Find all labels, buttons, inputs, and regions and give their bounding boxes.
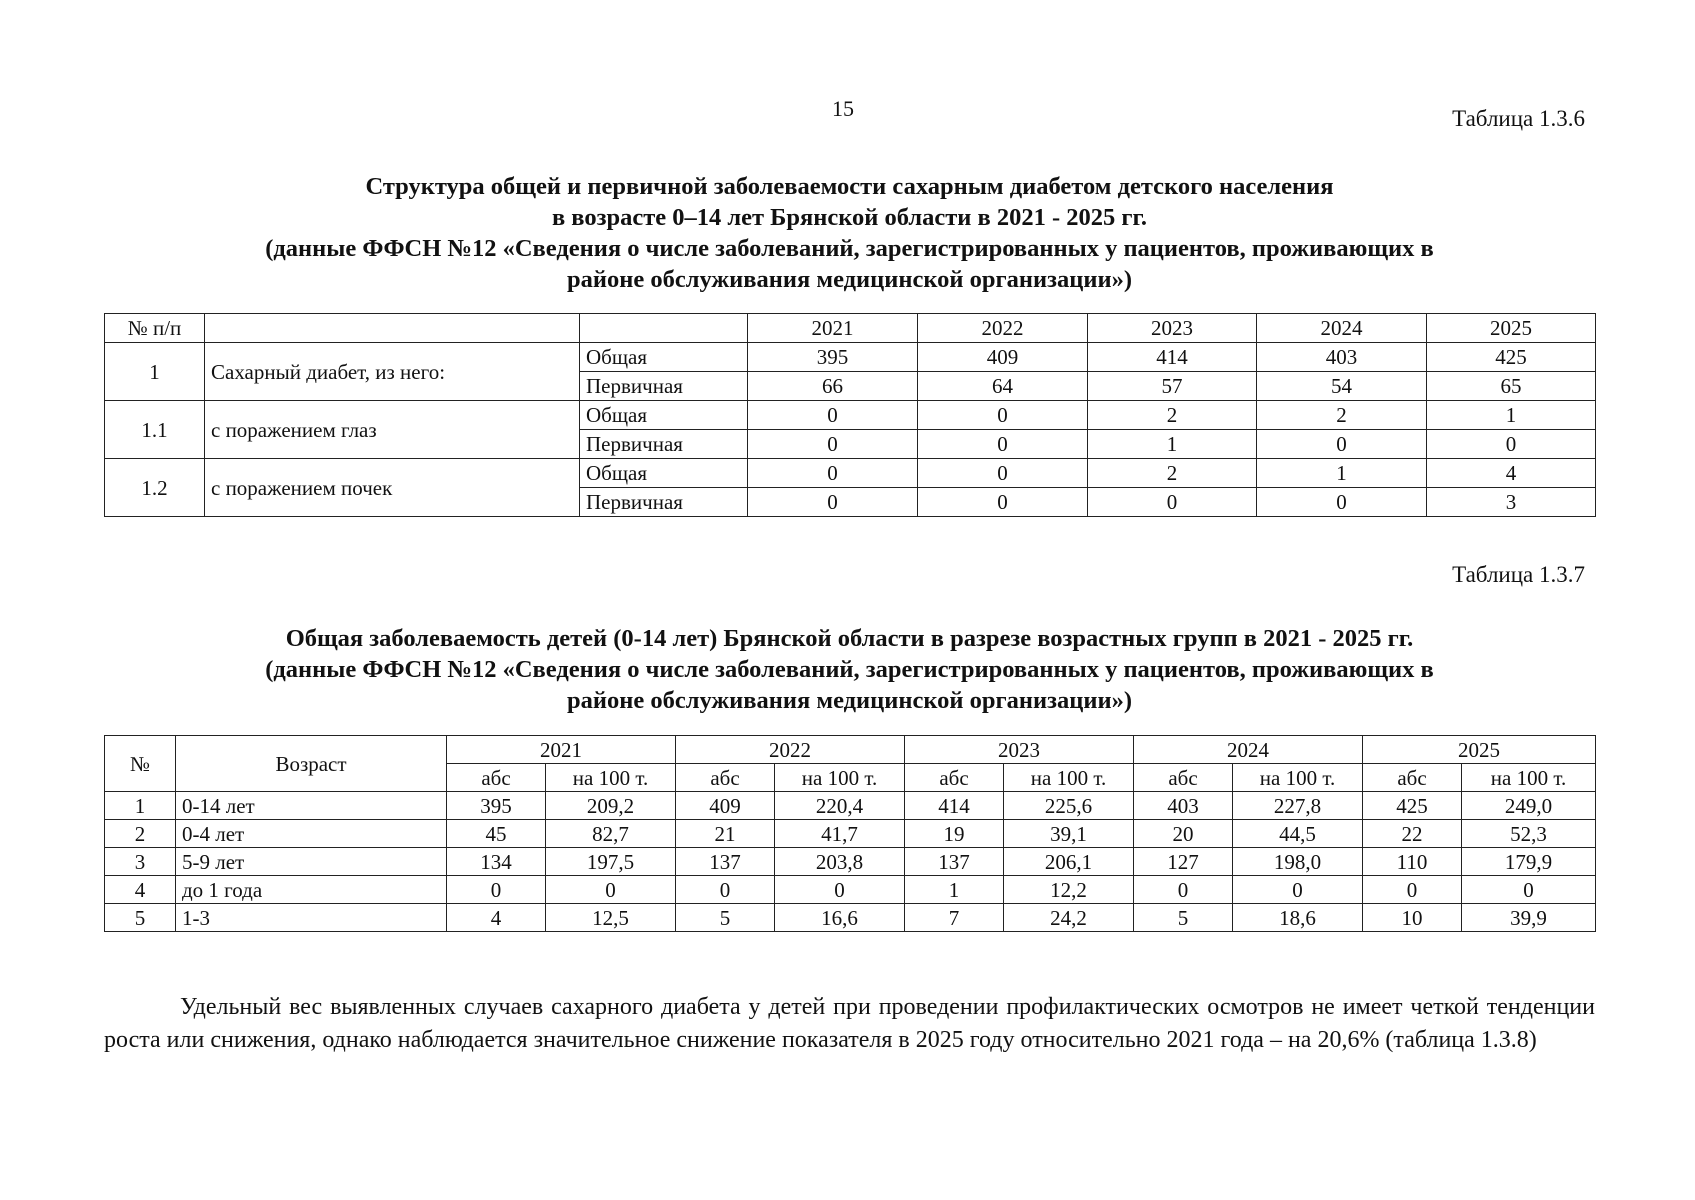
value-cell: 19: [905, 820, 1004, 848]
value-cell: 1: [1257, 459, 1427, 488]
value-cell: 0: [676, 876, 775, 904]
header-num: № п/п: [105, 314, 205, 343]
value-cell: 1: [1088, 430, 1257, 459]
value-cell: 7: [905, 904, 1004, 932]
subheader-per-100k: на 100 т.: [1462, 764, 1596, 792]
header-year: 2024: [1134, 736, 1363, 764]
value-cell: 137: [676, 848, 775, 876]
row-age: до 1 года: [176, 876, 447, 904]
table-row: [105, 904, 1596, 932]
value-cell: 403: [1257, 343, 1427, 372]
value-cell: 425: [1427, 343, 1596, 372]
header-year: 2022: [918, 314, 1088, 343]
value-cell: 206,1: [1004, 848, 1134, 876]
value-cell: 0: [918, 430, 1088, 459]
row-num: 4: [105, 876, 176, 904]
row-num: 1.1: [105, 401, 205, 459]
table-row: [105, 459, 1596, 488]
value-cell: 5: [676, 904, 775, 932]
value-cell: 409: [918, 343, 1088, 372]
value-cell: 0: [447, 876, 546, 904]
caption-line: районе обслуживания медицинской организации»): [567, 266, 1132, 293]
caption-line: Структура общей и первичной заболеваемости сахарным диабетом детского населения: [365, 173, 1334, 200]
table-row: [105, 792, 1596, 820]
caption-line: Общая заболеваемость детей (0-14 лет) Брянской области в разрезе возрастных групп в 2021 - 2025 гг.: [285, 625, 1414, 652]
value-cell: 414: [1088, 343, 1257, 372]
row-age: 1-3: [176, 904, 447, 932]
table-2-caption: [104, 623, 1595, 716]
row-age: 0-4 лет: [176, 820, 447, 848]
row-age: 0-14 лет: [176, 792, 447, 820]
value-cell: 409: [676, 792, 775, 820]
header-year: 2021: [447, 736, 676, 764]
header-year: 2023: [1088, 314, 1257, 343]
value-cell: 134: [447, 848, 546, 876]
value-cell: 1: [1427, 401, 1596, 430]
value-cell: 0: [1257, 488, 1427, 517]
value-cell: 127: [1134, 848, 1233, 876]
value-cell: 0: [748, 430, 918, 459]
value-cell: 0: [1363, 876, 1462, 904]
value-cell: 12,2: [1004, 876, 1134, 904]
caption-line: в возрасте 0–14 лет Брянской области в 2021 - 2025 гг.: [551, 204, 1148, 231]
value-cell: 0: [918, 459, 1088, 488]
header-year: 2025: [1427, 314, 1596, 343]
value-cell: 57: [1088, 372, 1257, 401]
value-cell: 0: [748, 488, 918, 517]
value-cell: 22: [1363, 820, 1462, 848]
value-cell: 0: [918, 401, 1088, 430]
value-cell: 52,3: [1462, 820, 1596, 848]
header-type: [580, 314, 748, 343]
header-row: [105, 314, 1596, 343]
subheader-abs: абс: [447, 764, 546, 792]
row-type: Общая: [580, 343, 748, 372]
value-cell: 395: [447, 792, 546, 820]
header-num: №: [105, 736, 176, 792]
caption-line: (данные ФФСН №12 «Сведения о числе заболеваний, зарегистрированных у пациентов, проживающих в: [265, 235, 1434, 262]
caption-line: (данные ФФСН №12 «Сведения о числе заболеваний, зарегистрированных у пациентов, проживающих в: [265, 656, 1434, 683]
value-cell: 16,6: [775, 904, 905, 932]
subheader-abs: абс: [905, 764, 1004, 792]
value-cell: 0: [918, 488, 1088, 517]
value-cell: 66: [748, 372, 918, 401]
value-cell: 39,9: [1462, 904, 1596, 932]
header-year: 2021: [748, 314, 918, 343]
value-cell: 0: [1088, 488, 1257, 517]
row-type: Общая: [580, 401, 748, 430]
row-name: Сахарный диабет, из него:: [205, 343, 580, 401]
table-row: [105, 876, 1596, 904]
row-name: с поражением почек: [205, 459, 580, 517]
value-cell: 12,5: [546, 904, 676, 932]
value-cell: 110: [1363, 848, 1462, 876]
value-cell: 21: [676, 820, 775, 848]
value-cell: 41,7: [775, 820, 905, 848]
value-cell: 0: [1233, 876, 1363, 904]
value-cell: 4: [1427, 459, 1596, 488]
row-num: 5: [105, 904, 176, 932]
subheader-abs: абс: [1363, 764, 1462, 792]
subheader-abs: абс: [676, 764, 775, 792]
value-cell: 249,0: [1462, 792, 1596, 820]
table-row: [105, 820, 1596, 848]
header-age: Возраст: [176, 736, 447, 792]
value-cell: 82,7: [546, 820, 676, 848]
value-cell: 4: [447, 904, 546, 932]
value-cell: 0: [775, 876, 905, 904]
value-cell: 5: [1134, 904, 1233, 932]
row-type: Первичная: [580, 488, 748, 517]
value-cell: 2: [1088, 459, 1257, 488]
subheader-per-100k: на 100 т.: [1004, 764, 1134, 792]
subheader-abs: абс: [1134, 764, 1233, 792]
table-row: [105, 848, 1596, 876]
table-label-1-3-7: Таблица 1.3.7: [1452, 562, 1585, 587]
value-cell: 414: [905, 792, 1004, 820]
table-row: [105, 343, 1596, 372]
value-cell: 403: [1134, 792, 1233, 820]
value-cell: 39,1: [1004, 820, 1134, 848]
value-cell: 137: [905, 848, 1004, 876]
value-cell: 18,6: [1233, 904, 1363, 932]
value-cell: 1: [905, 876, 1004, 904]
value-cell: 45: [447, 820, 546, 848]
row-num: 1: [105, 343, 205, 401]
value-cell: 203,8: [775, 848, 905, 876]
row-age: 5-9 лет: [176, 848, 447, 876]
value-cell: 225,6: [1004, 792, 1134, 820]
value-cell: 2: [1088, 401, 1257, 430]
header-year: 2025: [1363, 736, 1596, 764]
value-cell: 395: [748, 343, 918, 372]
header-year: 2024: [1257, 314, 1427, 343]
body-paragraph: Удельный вес выявленных случаев сахарного диабета у детей при проведении профилактических осмотров не имеет четкой тенденции роста или снижения, однако наблюдается значительное снижение показателя в 2025 году относительно 2021 года – на 20,6% (таблица 1.3.8): [104, 994, 1595, 1053]
age-group-morbidity-table: [104, 735, 1596, 932]
table-1-caption: [104, 171, 1595, 295]
value-cell: 0: [1257, 430, 1427, 459]
value-cell: 179,9: [1462, 848, 1596, 876]
row-type: Общая: [580, 459, 748, 488]
value-cell: 54: [1257, 372, 1427, 401]
row-name: с поражением глаз: [205, 401, 580, 459]
subheader-per-100k: на 100 т.: [775, 764, 905, 792]
value-cell: 44,5: [1233, 820, 1363, 848]
row-num: 3: [105, 848, 176, 876]
row-num: 2: [105, 820, 176, 848]
table-row: [105, 401, 1596, 430]
value-cell: 0: [1427, 430, 1596, 459]
value-cell: 198,0: [1233, 848, 1363, 876]
value-cell: 0: [1134, 876, 1233, 904]
value-cell: 0: [546, 876, 676, 904]
header-row: [105, 736, 1596, 764]
page-number: 15: [832, 96, 854, 121]
value-cell: 0: [1462, 876, 1596, 904]
value-cell: 197,5: [546, 848, 676, 876]
subheader-per-100k: на 100 т.: [1233, 764, 1363, 792]
header-year: 2023: [905, 736, 1134, 764]
value-cell: 20: [1134, 820, 1233, 848]
caption-line: районе обслуживания медицинской организации»): [567, 687, 1132, 714]
row-type: Первичная: [580, 430, 748, 459]
table-label-1-3-6: Таблица 1.3.6: [1452, 106, 1585, 131]
value-cell: 65: [1427, 372, 1596, 401]
row-num: 1.2: [105, 459, 205, 517]
row-type: Первичная: [580, 372, 748, 401]
diabetes-structure-table: [104, 313, 1596, 517]
value-cell: 2: [1257, 401, 1427, 430]
value-cell: 10: [1363, 904, 1462, 932]
value-cell: 3: [1427, 488, 1596, 517]
value-cell: 227,8: [1233, 792, 1363, 820]
header-name: [205, 314, 580, 343]
value-cell: 24,2: [1004, 904, 1134, 932]
row-num: 1: [105, 792, 176, 820]
value-cell: 220,4: [775, 792, 905, 820]
value-cell: 425: [1363, 792, 1462, 820]
value-cell: 0: [748, 401, 918, 430]
subheader-per-100k: на 100 т.: [546, 764, 676, 792]
value-cell: 64: [918, 372, 1088, 401]
header-year: 2022: [676, 736, 905, 764]
value-cell: 0: [748, 459, 918, 488]
value-cell: 209,2: [546, 792, 676, 820]
